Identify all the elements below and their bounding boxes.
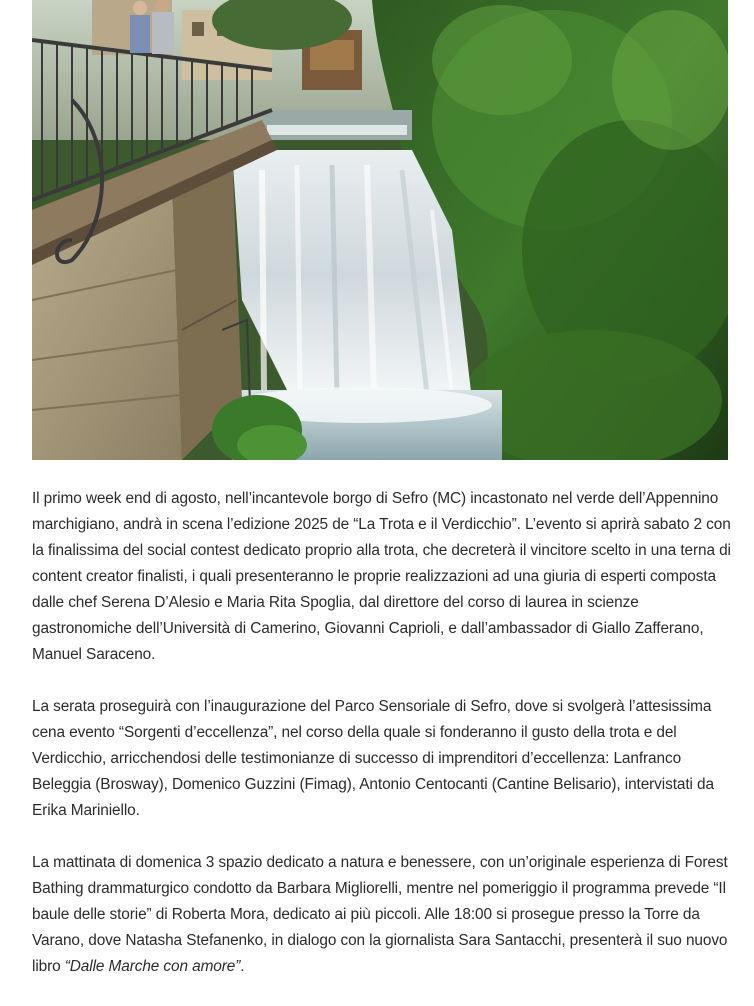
paragraph-3-text: La mattinata di domenica 3 spazio dedicato a natura e benessere, con un’originale esperienza di Forest Bathing drammaturgico condotto da Barbara Migliorelli, mentre nel pomeriggio il programma prevede “Il baule delle storie” di Roberta Mora, dedicato ai più piccoli. Alle 18:00 si prosegue presso la Torre da Varano, dove Natasha Stefanenko, in dialogo con la giornalista Sara Santacchi, presenterà il suo nuovo libro xyxy=(32,854,728,975)
book-title: “Dalle Marche con amore” xyxy=(64,958,241,975)
article-paragraph-3 xyxy=(32,850,732,980)
article-paragraph-1: Il primo week end di agosto, nell’incantevole borgo di Sefro (MC) incastonato nel verde dell’Appennino marchigiano, andrà in scena l’edizione 2025 de “La Trota e il Verdicchio”. L’evento si aprirà sabato 2 con la finalissima del social contest dedicato proprio alla trota, che decreterà il vincitore scelto in una terna di content creator finalisti, i quali presenteranno le proprie realizzazioni ad una giuria di esperti composta dalle chef Serena D’Alesio e Maria Rita Spoglia, dal direttore del corso di laurea in scienze gastronomiche dell’Università di Camerino, Giovanni Caprioli, e dall’ambassador di Giallo Zafferano, Manuel Saraceno. xyxy=(32,490,731,663)
article-photo xyxy=(32,0,728,460)
article-body xyxy=(32,486,732,1006)
paragraph-3-end: . xyxy=(240,958,245,975)
article-paragraph-2: La serata proseguirà con l’inaugurazione del Parco Sensoriale di Sefro, dove si svolgerà l’attesissima cena evento “Sorgenti d’eccellenza”, nel corso della quale si fonderanno il gusto della trota e del Verdicchio, arricchendosi delle testimonianze di successo di imprenditori d’eccellenza: Lanfranco Beleggia (Brosway), Domenico Guzzini (Fimag), Antonio Centocanti (Cantine Belisario), intervistati da Erika Mariniello. xyxy=(32,698,714,819)
